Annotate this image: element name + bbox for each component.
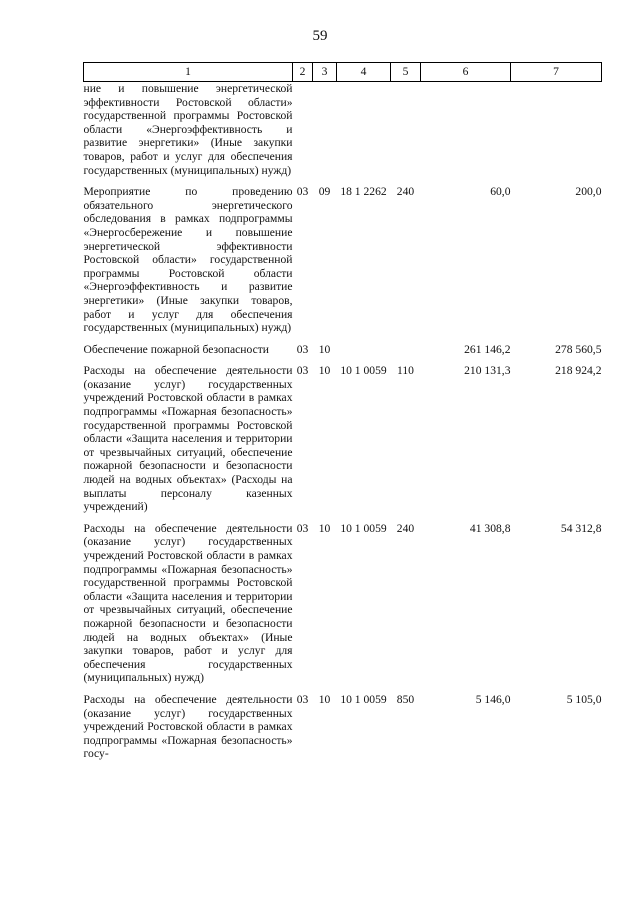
row-section: 03 [296, 185, 309, 199]
table-row [84, 356, 602, 514]
page-number: 59 [312, 28, 328, 44]
row-description: ние и повышение энергетической эффективности Ростовской области» государственной программы Ростовской области «Энергоэффективность и развитие энергетики» (Иные закупки товаров, работ и услуг для обеспечения государственных (муниципальных) нужд) [83, 82, 293, 177]
budget-table [83, 62, 602, 761]
row-subsection: 10 [318, 521, 331, 535]
row-subsection: 10 [318, 364, 331, 378]
row-section: 03 [296, 342, 309, 356]
row-expense-type: 240 [396, 185, 415, 199]
row-target-article: 18 1 2262 [340, 185, 387, 199]
row-amount-2: 5 105,0 [566, 692, 602, 706]
row-amount-1: 60,0 [490, 185, 511, 199]
row-target-article: 10 1 0059 [340, 521, 387, 535]
row-amount-1: 261 146,2 [464, 342, 511, 356]
table-row [84, 82, 602, 178]
row-section: 03 [296, 364, 309, 378]
column-header: 4 [337, 63, 391, 82]
column-header: 1 [84, 63, 293, 82]
row-amount-2 [511, 82, 602, 178]
row-subsection: 10 [318, 342, 331, 356]
row-target-article [337, 335, 391, 357]
column-header: 3 [313, 63, 337, 82]
row-amount-1: 210 131,3 [464, 364, 511, 378]
table-row [84, 335, 602, 357]
row-expense-type [391, 82, 421, 178]
column-header: 5 [391, 63, 421, 82]
row-amount-1: 5 146,0 [475, 692, 511, 706]
row-section: 03 [296, 521, 309, 535]
column-header: 6 [421, 63, 511, 82]
row-amount-2: 200,0 [575, 185, 602, 199]
row-amount-1 [421, 82, 511, 178]
row-subsection: 10 [318, 692, 331, 706]
row-amount-2: 218 924,2 [555, 364, 602, 378]
column-header: 2 [293, 63, 313, 82]
row-target-article: 10 1 0059 [340, 692, 387, 706]
table-row [84, 177, 602, 335]
row-target-article: 10 1 0059 [340, 364, 387, 378]
row-subsection [313, 82, 337, 178]
row-expense-type: 240 [396, 521, 415, 535]
row-description: Обеспечение пожарной безопасности [83, 342, 270, 356]
row-target-article [337, 82, 391, 178]
row-description: Расходы на обеспечение деятельности (оказание услуг) государственных учреждений Ростовской области в рамках подпрограммы «Пожарная безопасность» госу- [83, 692, 293, 761]
row-section [293, 82, 313, 178]
table-row [84, 685, 602, 761]
row-description: Расходы на обеспечение деятельности (оказание услуг) государственных учреждений Ростовской области в рамках подпрограммы «Пожарная безопасность» государственной программы Ростовской области «Защита населения и территории от чрезвычайных ситуаций, обеспечение пожарной безопасности и безопасности людей на водных объектах» (Иные закупки товаров, работ и услуг для обеспечения государственных (муниципальных) нужд) [83, 521, 293, 685]
row-amount-1: 41 308,8 [469, 521, 511, 535]
row-expense-type [391, 335, 421, 357]
table-row [84, 514, 602, 685]
row-amount-2: 54 312,8 [560, 521, 602, 535]
row-description: Расходы на обеспечение деятельности (оказание услуг) государственных учреждений Ростовской области в рамках подпрограммы «Пожарная безопасность» государственной программы Ростовской области «Защита населения и территории от чрезвычайных ситуаций, обеспечение пожарной безопасности и безопасности людей на водных объектах» (Расходы на выплаты персоналу казенных учреждений) [83, 364, 293, 514]
row-expense-type: 110 [397, 364, 414, 378]
row-subsection: 09 [318, 185, 331, 199]
row-expense-type: 850 [396, 692, 415, 706]
row-description: Мероприятие по проведению обязательного энергетического обследования в рамках подпрограммы «Энергосбережение и повышение энергетической эффективности Ростовской области» государственной программы Ростовской области «Энергоэффективность и развитие энергетики» (Иные закупки товаров, работ и услуг для обеспечения государственных (муниципальных) нужд) [83, 185, 293, 335]
row-amount-2: 278 560,5 [555, 342, 602, 356]
row-section: 03 [296, 692, 309, 706]
header-row [84, 63, 602, 82]
column-header: 7 [511, 63, 602, 82]
